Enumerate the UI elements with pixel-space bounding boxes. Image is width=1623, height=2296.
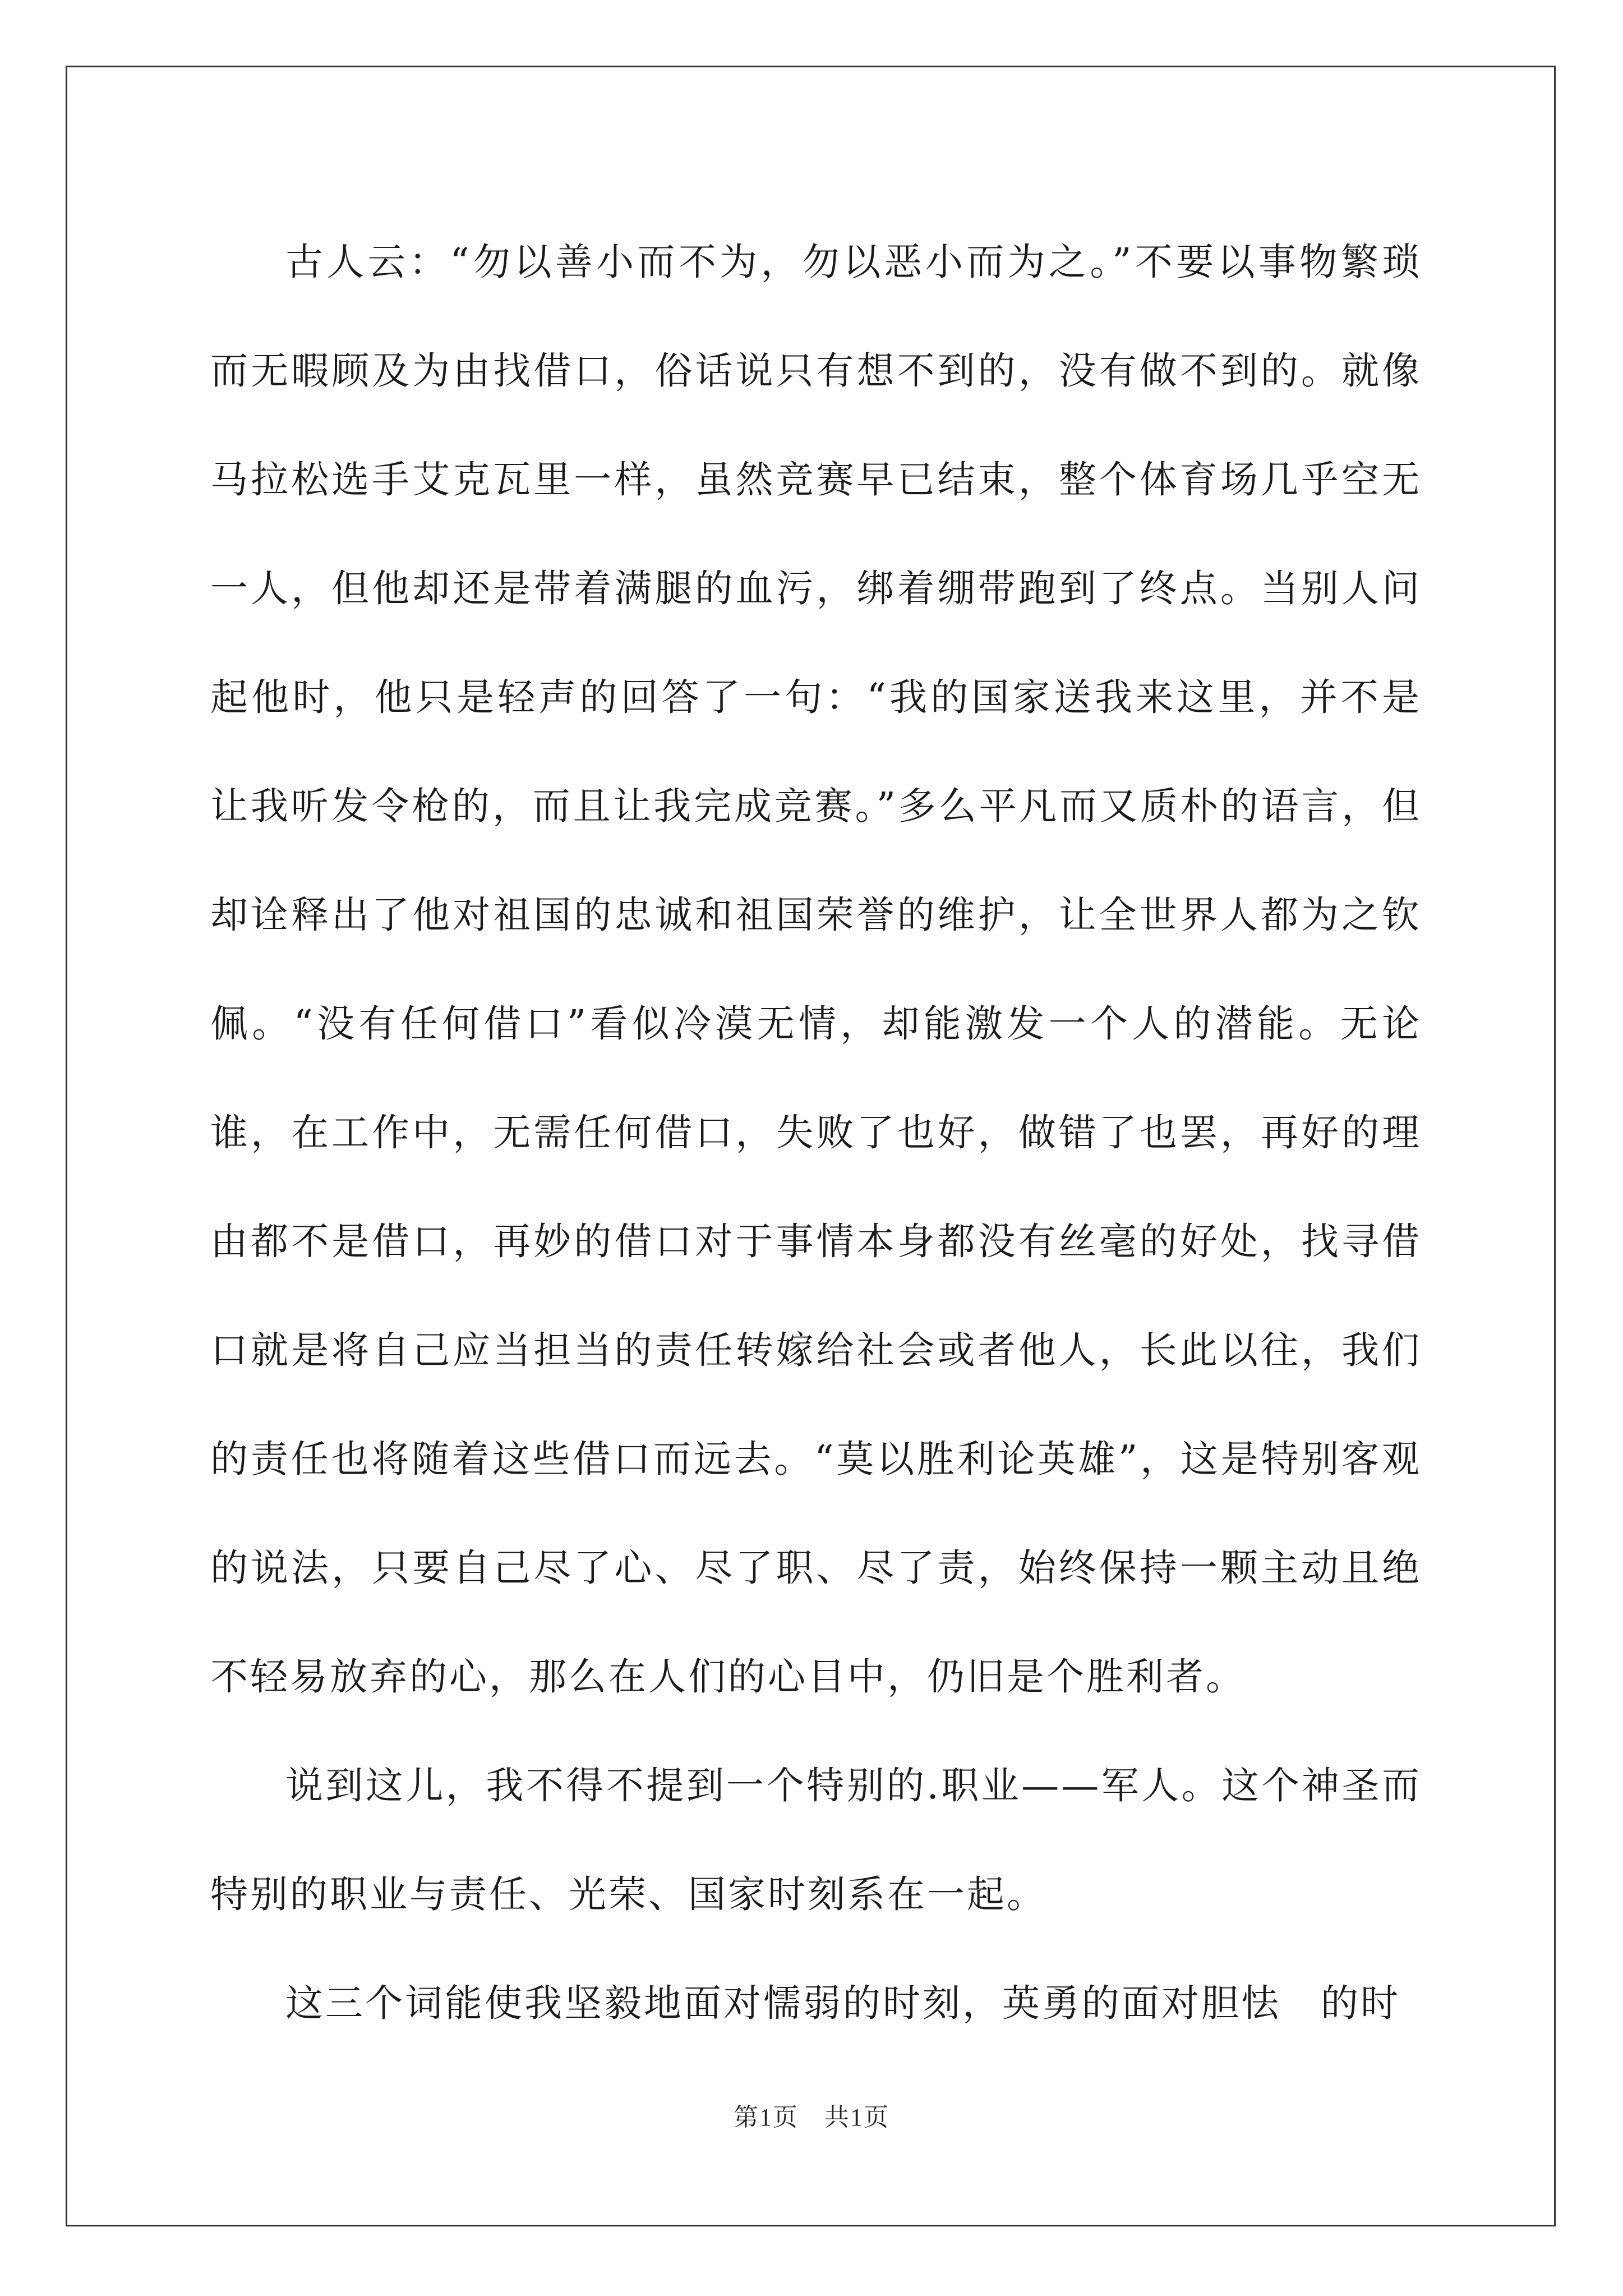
page-number: 第1页 [734, 2104, 799, 2131]
paragraph-1: 古人云：“勿以善小而不为，勿以恶小而为之。”不要以事物繁琐而无暇顾及为由找借口，俗话说只有想不到的，没有做不到的。就像马拉松选手艾克瓦里一样，虽然竞赛早已结束，整个体育场几乎空无一人，但他却还是带着满腿的血污，绑着绷带跑到了终点。当别人问起他时，他只是轻声的回答了一句：“我的国家送我来这里，并不是让我听发令枪的，而且让我完成竞赛。”多么平凡而又质朴的语言，但却诠释出了他对祖国的忠诚和祖国荣誉的维护，让全世界人都为之钦佩。“没有任何借口”看似冷漠无情，却能激发一个人的潜能。无论谁，在工作中，无需任何借口，失败了也好，做错了也罢，再好的理由都不是借口，再妙的借口对于事情本身都没有丝毫的好处，找寻借口就是将自己应当担当的责任转嫁给社会或者他人，长此以往，我们的责任也将随着这些借口而远去。“莫以胜利论英雄”，这是特别客观的说法，只要自己尽了心、尽了职、尽了责，始终保持一颗主动且绝不轻易放弃的心，那么在人们的心目中，仍旧是个胜利者。 [210, 240, 1422, 1699]
page-footer [0, 2097, 1623, 2133]
paragraph-3: 这三个词能使我坚毅地面对懦弱的时刻，英勇的面对胆怯 的时 [285, 1981, 1400, 2025]
page-total: 共1页 [824, 2104, 889, 2131]
paragraph-2: 说到这儿，我不得不提到一个特别的.职业——军人。这个神圣而特别的职业与责任、光荣、国家时刻系在一起。 [210, 1764, 1422, 1916]
document-body [210, 208, 1422, 2058]
